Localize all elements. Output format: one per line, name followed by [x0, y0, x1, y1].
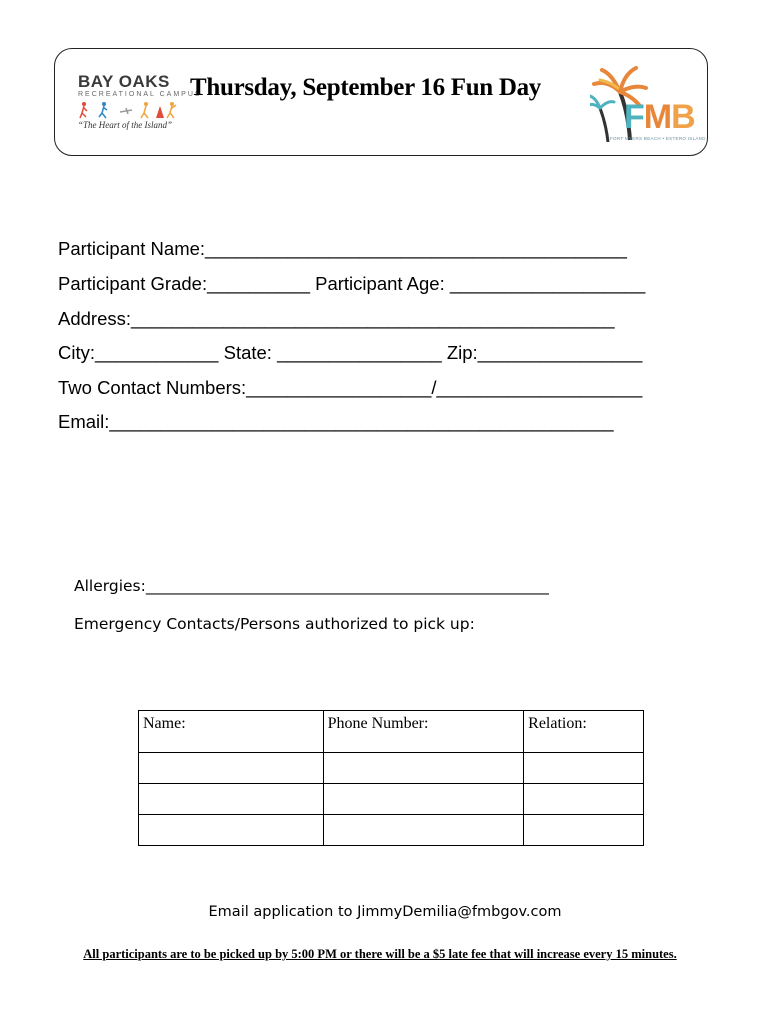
fmb-logo-letters: FMB — [624, 98, 695, 136]
sports-figures-icon — [78, 100, 178, 120]
table-header-row — [139, 711, 644, 753]
late-fee-note: All participants are to be picked up by 5:00 PM or there will be a $5 late fee that will increase every 15 minutes. — [83, 947, 677, 961]
name-column-header: Name: — [139, 711, 324, 753]
email-application-note: Email application to JimmyDemilia@fmbgov.com — [208, 904, 562, 920]
name-cell[interactable] — [139, 815, 324, 846]
relation-cell[interactable] — [524, 753, 644, 784]
phone-cell[interactable] — [323, 784, 524, 815]
address-field[interactable]: Address:_______________________________________________ — [58, 308, 615, 329]
name-cell[interactable] — [139, 753, 324, 784]
relation-column-header: Relation: — [524, 711, 644, 753]
bay-oaks-logo — [70, 72, 202, 138]
name-cell[interactable] — [139, 784, 324, 815]
city-state-zip-field[interactable]: City:____________ State: ________________ Zip:________________ — [58, 342, 643, 363]
participant-name-field[interactable]: Participant Name:_________________________________________ — [58, 238, 627, 259]
relation-cell[interactable] — [524, 784, 644, 815]
phone-cell[interactable] — [323, 815, 524, 846]
contact-numbers-field[interactable]: Two Contact Numbers:__________________/____________________ — [58, 377, 643, 398]
relation-cell[interactable] — [524, 815, 644, 846]
bay-oaks-logo-tagline: “The Heart of the Island” — [78, 120, 173, 130]
table-row — [139, 815, 644, 846]
phone-cell[interactable] — [323, 753, 524, 784]
table-row — [139, 784, 644, 815]
bay-oaks-logo-name: BAY OAKS — [78, 72, 170, 91]
allergies-field[interactable]: Allergies:____________________________________________________ — [74, 577, 549, 595]
fmb-logo-tagline: FORT MYERS BEACH • ESTERO ISLAND — [610, 136, 706, 141]
emergency-contacts-table — [138, 710, 644, 846]
fmb-logo — [590, 62, 706, 144]
email-field[interactable]: Email:_________________________________________________ — [58, 411, 614, 432]
emergency-contacts-label: Emergency Contacts/Persons authorized to pick up: — [74, 615, 475, 633]
bay-oaks-logo-subtitle: RECREATIONAL CAMPUS — [78, 91, 202, 98]
table-row — [139, 753, 644, 784]
phone-column-header: Phone Number: — [323, 711, 524, 753]
grade-age-field[interactable]: Participant Grade:__________ Participant Age: ___________________ — [58, 273, 646, 294]
page-title: Thursday, September 16 Fun Day — [190, 74, 542, 101]
